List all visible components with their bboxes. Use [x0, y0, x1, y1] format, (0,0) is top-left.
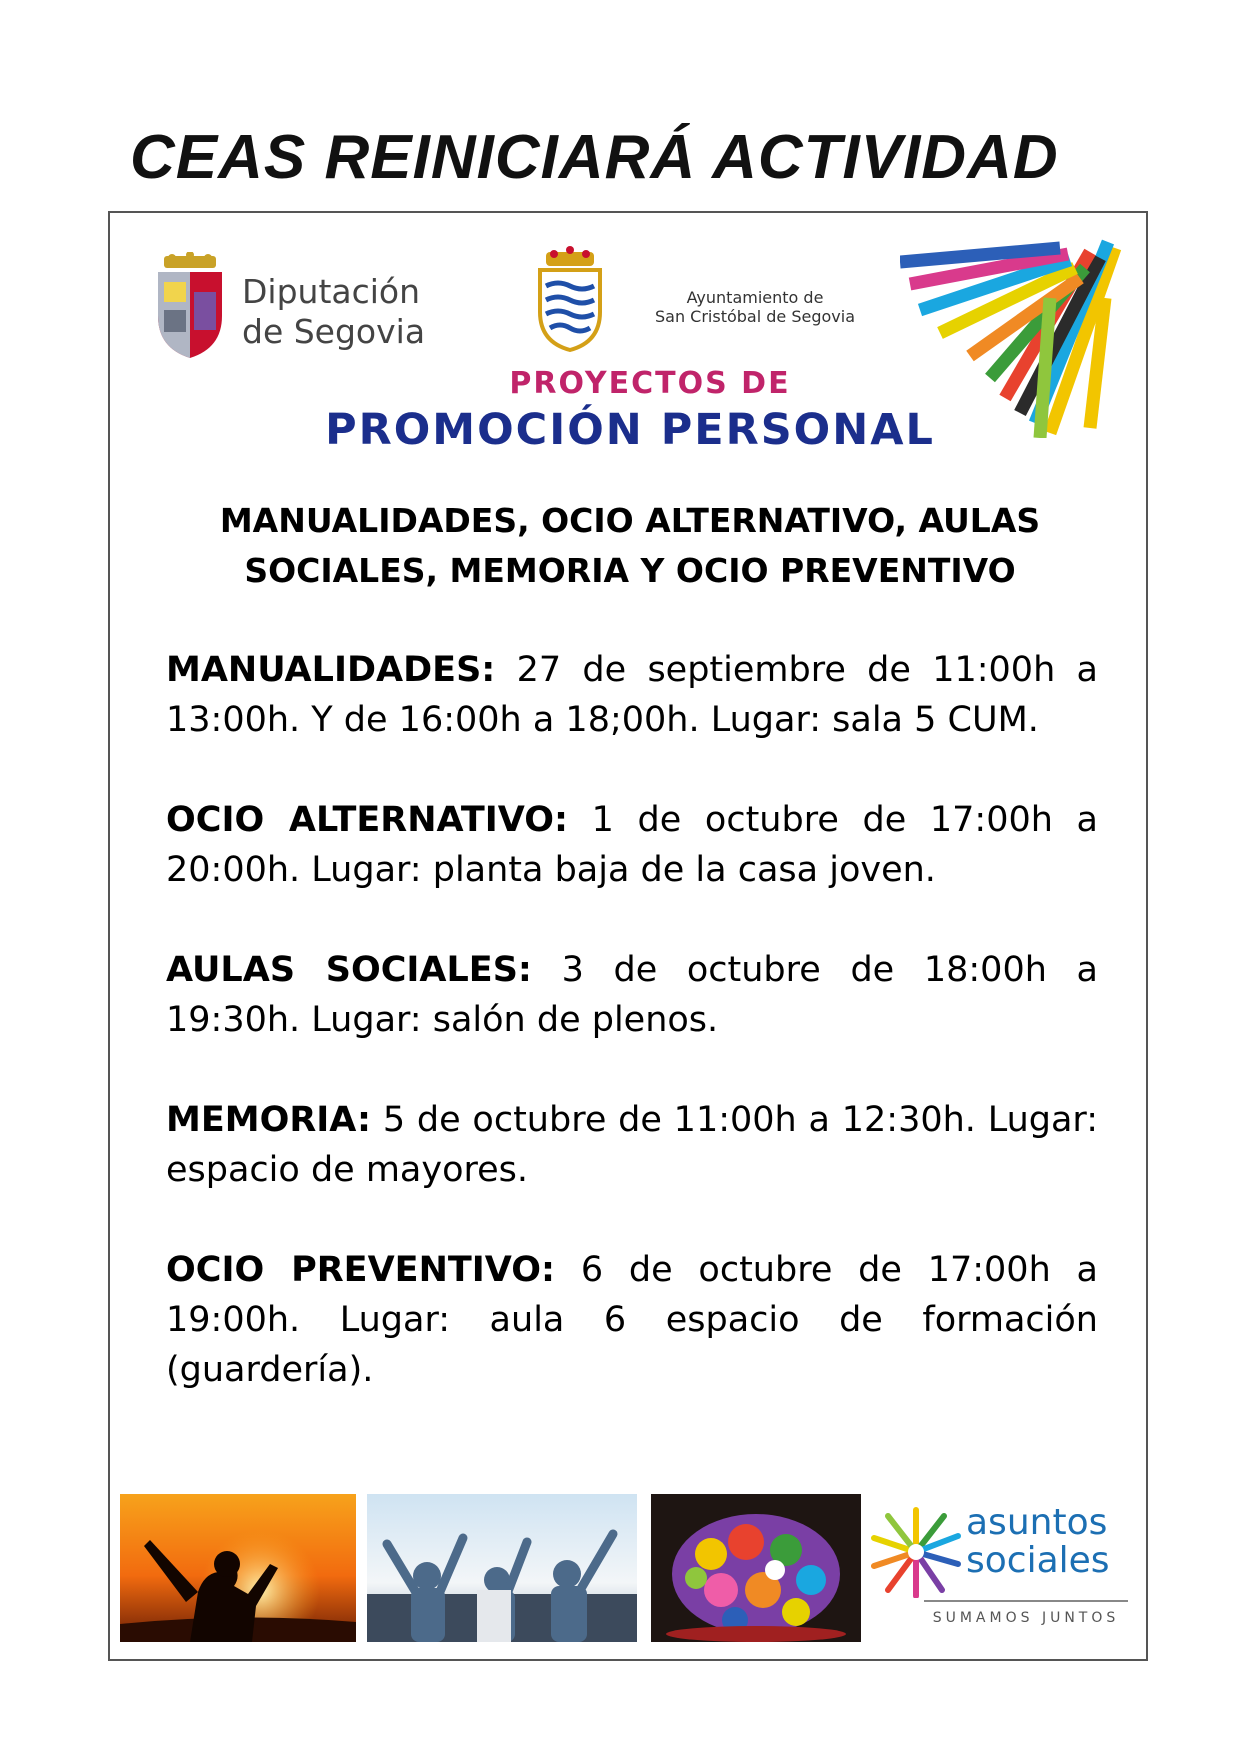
entry-text: 5 de octubre de 11:00h a 12:30h. Lugar: espacio de mayores. — [166, 1100, 1098, 1190]
entry-label: MANUALIDADES: — [166, 650, 496, 690]
entry-text: 6 de octubre de 17:00h a 19:00h. Lugar: aula 6 espacio de formación (guardería). — [166, 1250, 1098, 1390]
entry-text: 27 de septiembre de 11:00h a 13:00h. Y de 16:00h a 18;00h. Lugar: sala 5 CUM. — [166, 650, 1098, 740]
entry-label: AULAS SOCIALES: — [166, 950, 532, 990]
schedule-entry-aulas-sociales — [166, 945, 1098, 1045]
entry-text: 1 de octubre de 17:00h a 20:00h. Lugar: planta baja de la casa joven. — [166, 800, 1098, 890]
project-title: PROMOCIÓN PERSONAL — [325, 405, 935, 455]
project-kicker: PROYECTOS DE — [509, 366, 791, 401]
asuntos-line1: asuntos — [966, 1502, 1108, 1543]
friends-photo — [367, 1494, 637, 1642]
activities-subtitle — [170, 496, 1090, 596]
poster-title: CEAS REINICIARÁ ACTIVIDAD — [130, 123, 1059, 192]
entry-text: 3 de octubre de 18:00h a 19:30h. Lugar: salón de plenos. — [166, 950, 1098, 1040]
asuntos-sociales-tagline: SUMAMOS JUNTOS — [924, 1600, 1128, 1628]
diputacion-logo — [150, 252, 450, 362]
municipal-shield-icon — [534, 246, 606, 352]
schedule-entry-manualidades — [166, 645, 1098, 745]
starburst-icon — [870, 1506, 962, 1598]
schedule-entry-memoria — [166, 1095, 1098, 1195]
ayuntamiento-line2: San Cristóbal de Segovia — [654, 307, 856, 326]
asuntos-sociales-wordmark — [966, 1504, 1131, 1580]
ayuntamiento-logo — [534, 246, 894, 356]
subtitle-line2: SOCIALES, MEMORIA Y OCIO PREVENTIVO — [244, 551, 1016, 590]
entry-label: OCIO PREVENTIVO: — [166, 1250, 555, 1290]
diputacion-line2: de Segovia — [242, 312, 426, 351]
ayuntamiento-logo-text — [620, 288, 890, 326]
schedule-entry-ocio-alternativo — [166, 795, 1098, 895]
entry-label: MEMORIA: — [166, 1100, 372, 1140]
asuntos-sociales-logo — [870, 1500, 1130, 1640]
entry-label: OCIO ALTERNATIVO: — [166, 800, 569, 840]
coat-of-arms-icon — [150, 252, 230, 360]
schedule-entry-ocio-preventivo — [166, 1245, 1098, 1395]
diputacion-line1: Diputación — [242, 272, 421, 311]
crafts-photo — [651, 1494, 861, 1642]
schedule-list — [166, 645, 1098, 1445]
diputacion-logo-text — [242, 272, 452, 352]
asuntos-line2: sociales — [966, 1540, 1110, 1581]
sunset-photo — [120, 1494, 356, 1642]
ayuntamiento-line1: Ayuntamiento de — [686, 288, 824, 307]
subtitle-line1: MANUALIDADES, OCIO ALTERNATIVO, AULAS — [219, 501, 1041, 540]
